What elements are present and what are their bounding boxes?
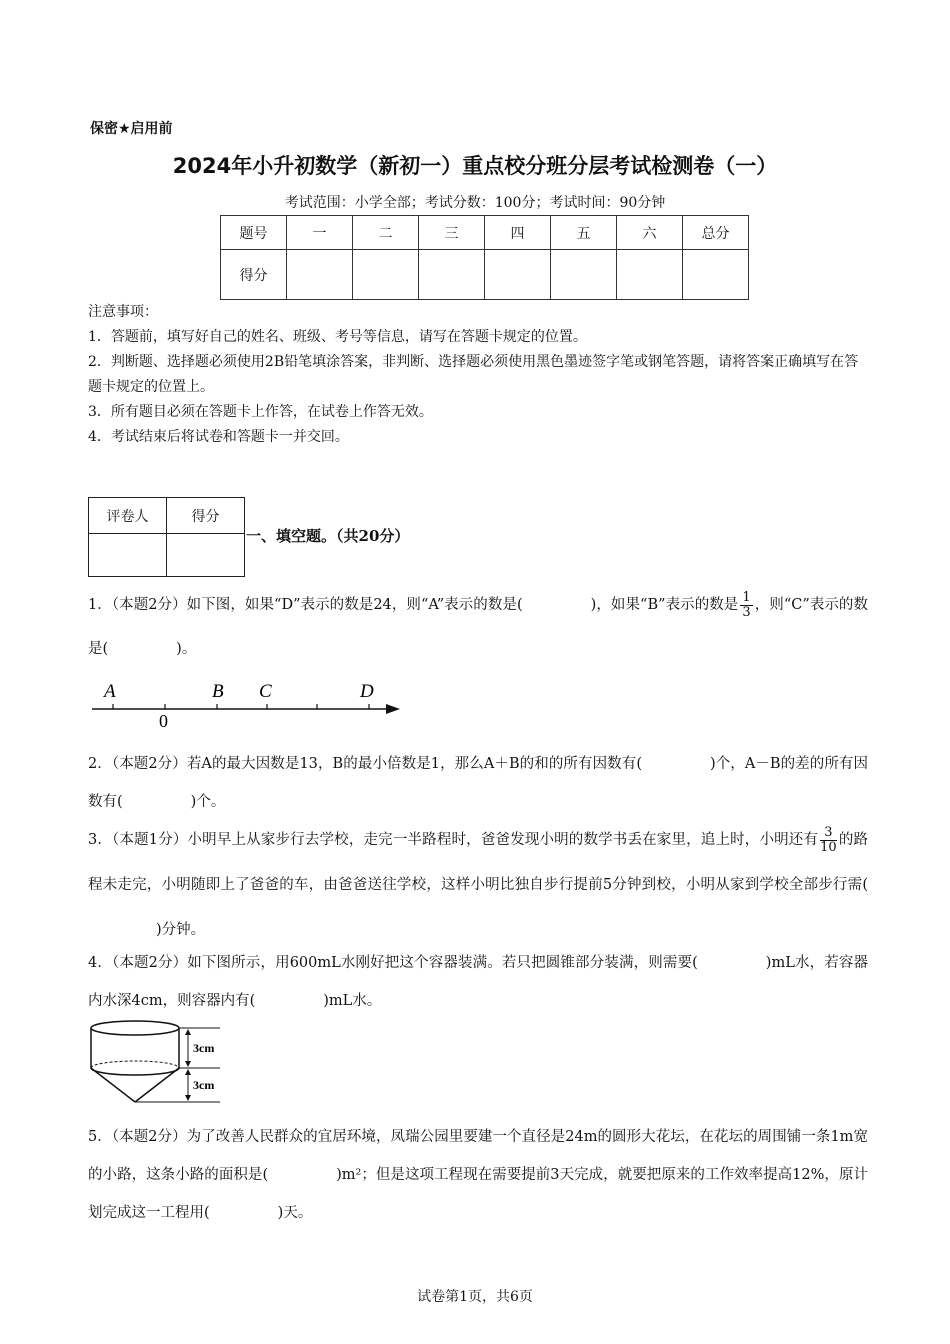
q3-text-b: 的路程未走完，小明随即上了爸爸的车，由爸爸送往学校，这样小明比独自步行提前5分钟到校，小明从家到学校全部步行需( — [88, 832, 869, 893]
note-item: 3．所有题目必须在答题卡上作答，在试卷上作答无效。 — [88, 404, 433, 420]
q4-text-a: 4．（本题2分）如下图所示，用600mL水刚好把这个容器装满。若只把圆锥部分装满，则需要( — [88, 955, 698, 971]
q2-text-a: 2．（本题2分）若A的最大因数是13，B的最小倍数是1，那么A＋B的和的所有因数有( — [88, 756, 642, 772]
arrow-down-icon — [185, 1061, 191, 1067]
grader-cell — [167, 534, 245, 577]
point-label-zero: 0 — [159, 711, 168, 730]
q3-text-a: 3．（本题1分）小明早上从家步行去学校，走完一半路程时，爸爸发现小明的数学书丢在家里，追上时，小明还有 — [88, 832, 819, 848]
number-line-figure — [88, 675, 408, 730]
score-cell — [551, 250, 617, 300]
cone-side — [135, 1068, 179, 1102]
q4-text-b: )mL水，若容器内水深4cm，则容器内有( — [88, 955, 868, 1009]
score-row-label: 得分 — [221, 250, 287, 300]
score-table-header: 二 — [353, 216, 419, 250]
question-4 — [88, 944, 868, 1020]
container-figure — [88, 1018, 238, 1106]
dimension-label: 3cm — [193, 1078, 215, 1092]
grader-table — [88, 497, 245, 577]
fraction — [740, 591, 752, 620]
q5-text-b: )m²；但是这项工程现在需要提前3天完成，就要把原来的工作效率提高12%，原计划完成这一工程用( — [88, 1167, 869, 1221]
question-5 — [88, 1118, 868, 1232]
grader-cell — [89, 534, 167, 577]
grader-score-label: 得分 — [167, 498, 245, 534]
grader-reviewer-label: 评卷人 — [89, 498, 167, 534]
score-table-header: 六 — [617, 216, 683, 250]
cylinder-top — [91, 1021, 179, 1035]
arrow-up-icon — [185, 1029, 191, 1035]
q2-text-b: )个，A－B的差的所有因数有( — [88, 756, 868, 810]
score-cell — [485, 250, 551, 300]
arrow-head-icon — [386, 704, 400, 714]
note-item: 1．答题前，填写好自己的姓名、班级、考号等信息，请写在答题卡规定的位置。 — [88, 329, 587, 345]
cylinder-hidden-edge — [91, 1061, 179, 1068]
arrow-down-icon — [185, 1095, 191, 1101]
q1-text-c: ，则“C”表示的数是( — [88, 597, 868, 657]
score-cell — [287, 250, 353, 300]
exam-info: 考试范围：小学全部；考试分数：100分；考试时间：90分钟 — [284, 195, 666, 211]
q1-text-a: 1．（本题2分）如下图，如果“D”表示的数是24，则“A”表示的数是( — [88, 597, 523, 613]
score-table — [220, 215, 749, 300]
page-footer: 试卷第1页，共6页 — [417, 1289, 533, 1305]
score-table-header: 五 — [551, 216, 617, 250]
score-cell — [419, 250, 485, 300]
notes-heading: 注意事项： — [88, 304, 158, 320]
score-table-header: 一 — [287, 216, 353, 250]
fraction-numerator: 1 — [742, 589, 751, 605]
q1-text-b: )，如果“B”表示的数是 — [590, 597, 739, 613]
q5-text-c: )天。 — [277, 1205, 313, 1221]
q5-text-a: 5．（本题2分）为了改善人民群众的宜居环境，凤瑞公园里要建一个直径是24m的圆形大花坛，在花坛的周围铺一条1m宽的小路，这条小路的面积是( — [88, 1129, 868, 1183]
score-table-header: 四 — [485, 216, 551, 250]
cone-side — [91, 1068, 135, 1102]
dimension-label: 3cm — [193, 1041, 215, 1055]
note-item: 2．判断题、选择题必须使用2B铅笔填涂答案，非判断、选择题必须使用黑色墨迹签字笔或钢笔答题，请将答案正确填写在答题卡规定的位置上。 — [88, 354, 859, 395]
cylinder-bottom — [91, 1068, 179, 1075]
page-title: 2024年小升初数学（新初一）重点校分班分层考试检测卷（一） — [172, 154, 778, 178]
arrow-up-icon — [185, 1069, 191, 1075]
point-label-b: B — [212, 681, 224, 702]
question-2 — [88, 745, 868, 821]
score-table-header: 题号 — [221, 216, 287, 250]
q1-text-d: )。 — [176, 641, 197, 657]
score-cell — [617, 250, 683, 300]
score-table-header: 三 — [419, 216, 485, 250]
score-cell — [353, 250, 419, 300]
fraction-denominator: 10 — [820, 839, 837, 855]
section-title: 一、填空题。（共20分） — [246, 527, 410, 545]
fraction-numerator: 3 — [820, 826, 837, 841]
question-1 — [88, 583, 868, 671]
score-cell — [683, 250, 749, 300]
fraction — [820, 826, 837, 855]
q2-text-c: )个。 — [190, 794, 226, 810]
note-item: 4．考试结束后将试卷和答题卡一并交回。 — [88, 429, 349, 445]
point-label-c: C — [259, 681, 272, 702]
fraction-denominator: 3 — [742, 604, 751, 620]
point-label-a: A — [104, 681, 116, 702]
q3-text-c: )分钟。 — [156, 922, 206, 938]
notes — [88, 300, 868, 450]
point-label-d: D — [360, 681, 374, 702]
confidential-label: 保密★启用前 — [90, 121, 173, 137]
question-3 — [88, 818, 868, 953]
score-table-header: 总分 — [683, 216, 749, 250]
q4-text-c: )mL水。 — [323, 993, 382, 1009]
